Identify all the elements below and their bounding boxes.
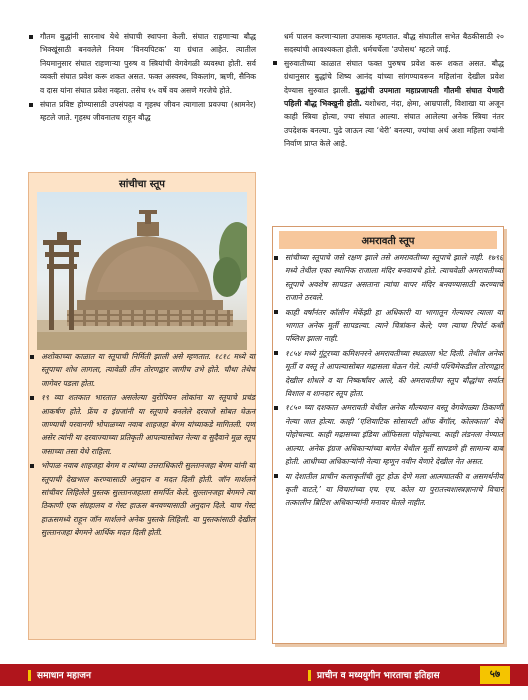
amaravati-bullet-list xyxy=(273,251,503,510)
amaravati-box-title: अमरावती स्तूप xyxy=(279,231,497,249)
amaravati-bullet-5: या देशातील प्राचीन कलाकृतींची लूट होऊ देणे मला आत्मघातकी व असमर्थनीय कृती वाटते,’ या विचारांच्या एच. एच. कोल या पुरातत्त्वशास्त्रज्ञानाचे विचार तत्कालीन ब्रिटिश अधिकाऱ्यांनी मनावर घेतले नाहीत. xyxy=(273,470,503,510)
amaravati-bullet-1: सांचीच्या स्तूपाचे जसे रक्षण झाले तसे अमरावतीच्या स्तूपाचे झाले नाही. १७९६ मध्ये तेथील एका स्थानिक राजाला मंदिर बनवायचे होते. त्याचवेळी अमरावतीच्या स्तूपाचे अवशेष सापडत असताना त्यांचा वापर मंदिर बनवण्यासाठी करण्याचे राजाने ठरवले. xyxy=(273,251,503,305)
bullet-text-a: सुरुवातीच्या काळात संघात फक्त पुरुषच प्रवेश करू शकत असत. बौद्ध ग्रंथानुसार बुद्धांचे शिष्य आनंद यांच्या सांगण्यावरून महिलांना देखील प्रवेश देण्यास सुरुवात झाली. xyxy=(284,58,504,95)
page-footer xyxy=(0,664,528,686)
bullet-text-bold: बुद्धांची उपमाता महाप्रजापती गौतमी संघात येणारी पहिली बौद्ध भिक्खुनी होती. xyxy=(284,85,504,109)
sanchi-bullet-2: १९ व्या शतकात भारतात असलेल्या युरोपियन लोकांना या स्तूपाचे प्रचंड आकर्षण होते. फ्रेंच व इंग्रजांनी या स्तूपाचे बनलेले दरवाजे सोबत घेऊन जाण्याची परवानगी भोपाळच्या नवाब शाहजहा बेगम यांच्याकडे मागितली. पण असेर त्यांनी या दरवाज्याच्या प्रतिकृती आपल्यासोबत नेल्या व सुदैवाने मूळ स्तूप जसाच्या तसा येथे राहिला. xyxy=(29,391,255,458)
sanchi-bullet-1: अशोकाच्या काळात या स्तूपाची निर्मिती झाली असे म्हणतात. १८१८ मध्ये या स्तूपाचा शोध लागला, त्यावेळी तीन तोरणद्वार जागीच उभे होते. चौथा तेथेच जागेवर पडला होता. xyxy=(29,350,255,390)
sanchi-stupa-box xyxy=(28,172,256,640)
bullet-text-b: यशोधरा, नंदा, क्षेमा, आम्रपाली, विशाखा या अजून काही स्त्रिया होत्या, ज्या संघात आल्या. संघात आलेल्या अनेक स्त्रिया नंतर उपदेशक बनल्या. पुढे जाऊन त्या ‘थेरी’ बनल्या, ज्यांचा अर्थ अशा महिला ज्यांनी निर्वाण प्राप्त केले आहे. xyxy=(284,99,504,149)
sanchi-stupa-photo xyxy=(37,192,247,350)
right-continuation-text: धर्म पालन करणाऱ्याला उपासक म्हणतात. बौद्ध संघातील सभेत बैठकीसाठी २० सदस्यांची आवश्यकता होती. धर्मचर्चेला ‘उपोसथ’ म्हटले जाई. xyxy=(284,32,504,55)
page-number: ५७ xyxy=(480,666,510,684)
footer-author-label: समाधान महाजन xyxy=(37,671,91,681)
sanchi-bullet-list xyxy=(29,350,255,540)
sanchi-bullet-3: भोपाळ नवाब शाहजहा बेगम व त्यांच्या उत्तराधिकारी सुल्तानजहा बेगम यांनी या स्तूपाची देखभाल करण्यासाठी अनुदान व मदत दिली होती. जॉन मार्शलने सांचीवर लिहिलेले पुस्तक सुल्तानजहाला समर्पित केले. सुल्तानजहा बेगमने त्या ठिकाणी एक संग्रहालय व गेस्ट हाऊस बनवण्यासाठी अनुदान दिले. याच गेस्ट हाऊसमध्ये राहून जॉन मार्शलने अनेक पुस्तके लिहिली. या पुस्तकांसाठी देखील सुल्तानजहा बेगमने आर्थिक मदत दिली होती. xyxy=(29,459,255,539)
left-column xyxy=(28,30,256,126)
amaravati-stupa-box xyxy=(272,226,504,644)
right-bullet-1 xyxy=(272,57,504,151)
right-column xyxy=(272,30,504,152)
left-bullet-list xyxy=(28,30,256,125)
sanchi-box-title: सांचीचा स्तूप xyxy=(119,179,165,190)
left-bullet-1: गौतम बुद्धांनी सारनाथ येथे संघाची स्थापना केली. संघात राहणाऱ्या बौद्ध भिक्खूंसाठी बनवलेले नियम ‘विनयपिटक’ या ग्रंथात आहेत. त्यातील नियमानुसार संघात राहणाऱ्या पुरुष व स्त्रियांची वेगवेगळी व्यवस्था होती. सर्व व्यक्ती संघात प्रवेश करू शकत असत. फक्त अस्वस्थ, विकलांग, ऋणी, सैनिक व दास यांना संघात प्रवेश नव्हता. तसेच १५ वर्षे वय असणे गरजेचे होते. xyxy=(28,30,256,97)
footer-book-title xyxy=(308,668,440,681)
right-bullet-list xyxy=(272,57,504,151)
amaravati-bullet-2: काही वर्षांनंतर कॉलीन मेकेंझी हा अधिकारी या भागातून गेल्यावर त्याला या भागात अनेक मूर्ती सापडल्या. त्याने चित्रांकन केले; पण त्याचा रिपोर्ट कधी पब्लिश झाला नाही. xyxy=(273,306,503,346)
amaravati-bullet-3: १८५४ मध्ये गुंटूरच्या कमिशनरने अमरावतीच्या स्थळाला भेट दिली. तेथील अनेक मूर्ती व वस्तू ते आपल्यासोबत मद्रासला घेऊन गेले. त्यांनी पश्चिमेकडील तोरणद्वार देखील शोधले व या निष्कर्षांवर आले, की अमरावतीचा स्तूप बौद्धांचा सर्वात विशाल व शानदार स्तूप होता. xyxy=(273,347,503,401)
amaravati-bullet-4: १८५० च्या दशकात अमरावती येथील अनेक मौल्यवान वस्तू वेगवेगळ्या ठिकाणी नेल्या जात होत्या. काही ‘एशियाटिक सोसायटी ऑफ बेंगॉल, कोलकाता’ येथे पोहोचल्या. काही मद्रासच्या इंडिया ऑफिसला पोहोचल्या. काही लंडनला नेण्यात आल्या. अनेक इंग्रज अधिकाऱ्यांच्या बागेत येथील मूर्ती सापडणे ही सामान्य बाब होती. आधीच्या अधिकाऱ्यांनी नेल्या म्हणून नवीन येणारे देखील नेत असत. xyxy=(273,401,503,468)
left-bullet-2: संघात प्रविष्ट होण्यासाठी उपसंपदा व गृहस्थ जीवन त्यागाला प्रवज्या (श्रामनेर) म्हटले जाते. गृहस्थ जीवनातच राहून बौद्ध xyxy=(28,98,256,125)
footer-author xyxy=(28,668,91,681)
stupa-illustration xyxy=(37,192,247,350)
footer-title-label: प्राचीन व मध्ययुगीन भारताचा इतिहास xyxy=(317,671,440,681)
